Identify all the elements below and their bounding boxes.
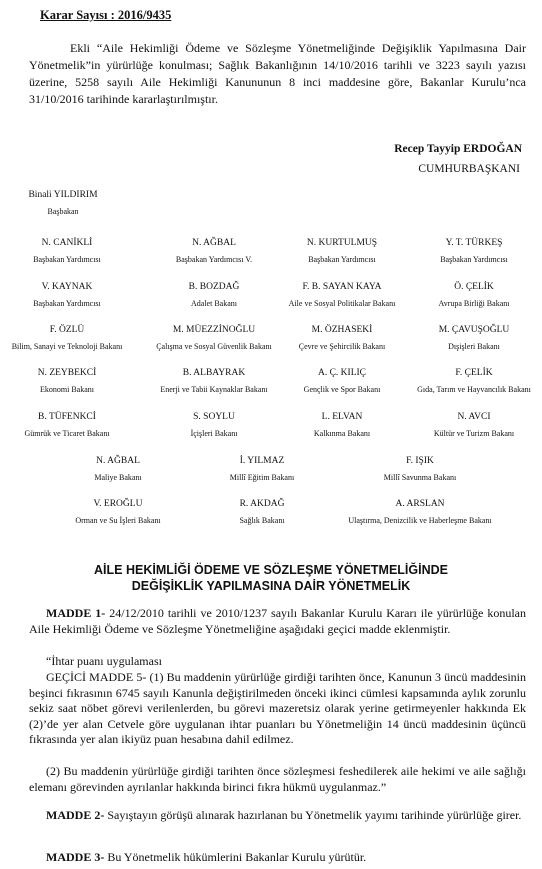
minister-block: [399, 281, 542, 310]
minister-block: [399, 237, 542, 266]
minister-title: Maliye Bakanı: [94, 473, 142, 482]
minister-title: İçişleri Bakanı: [190, 429, 238, 438]
president-title: CUMHURBAŞKANI: [418, 163, 520, 175]
minister-title: Ulaştırma, Denizcilik ve Haberleşme Bakanı: [348, 516, 492, 525]
minister-name: M. MÜEZZİNOĞLU: [172, 325, 256, 335]
minister-name: F. B. SAYAN KAYA: [302, 282, 382, 292]
article-2: [29, 808, 526, 824]
article-1: [29, 606, 526, 637]
minister-title: Adalet Bakanı: [191, 299, 237, 308]
minister-title: Sağlık Bakanı: [239, 516, 285, 525]
provisional-article-5-para-2: (2) Bu maddenin yürürlüğe girdiği tarihten önce sözleşmesi feshedilerek aile hekimi ve aile sağlığı elemanı görevinden ayrılanlar hakkında birinci fıkra hükmü uygulanmaz.”: [29, 764, 526, 794]
minister-title: Avrupa Birliği Bakanı: [438, 299, 510, 308]
minister-block: [0, 411, 142, 440]
minister-block: [267, 324, 417, 353]
article-2-text: Sayıştayın görüşü alınarak hazırlanan bu Yönetmelik yayımı tarihinde yürürlüğe girer.: [104, 808, 522, 822]
minister-block: [187, 455, 337, 484]
minister-name: B. BOZDAĞ: [188, 282, 240, 292]
minister-title: Başbakan Yardımcısı: [308, 255, 376, 264]
minister-name: Ö. ÇELİK: [454, 282, 494, 292]
minister-block: [399, 411, 542, 440]
minister-title: Başbakan Yardımcısı: [33, 299, 101, 308]
minister-title: Orman ve Su İşleri Bakanı: [75, 516, 161, 525]
provisional-article-5-para-1: GEÇİCİ MADDE 5- (1) Bu maddenin yürürlüğe girdiği tarihten önce, Kanunun 3 üncü maddesinin beşinci fıkrasının 6745 sayılı Kanunla değiştirilmeden önceki ikinci cümlesi kapsamında aylık zorunlu sekiz saat nöbet görevi verilenlerden, bu görevi mazeretsiz olarak yerine getirmeyenler hakkında Ek (2)’de yer alan Cetvele göre uygulanan ihtar puanları bu Yönetmeliğin 14 üncü maddesinin üçüncü fıkrasında yer alan ikiyüz puan hesabına dahil edilmez.: [29, 670, 526, 746]
minister-name: S. SOYLU: [193, 412, 235, 422]
minister-block: [267, 237, 417, 266]
minister-block: [267, 367, 417, 396]
minister-title: Gençlik ve Spor Bakanı: [303, 385, 381, 394]
minister-name: L. ELVAN: [321, 412, 363, 422]
president-name: Recep Tayyip ERDOĞAN: [394, 143, 522, 155]
minister-name: V. KAYNAK: [41, 282, 93, 292]
minister-name: M. ÖZHASEKİ: [311, 325, 373, 335]
minister-name: İ. YILMAZ: [239, 456, 285, 466]
minister-name: N. AĞBAL: [192, 238, 236, 248]
minister-block: [267, 281, 417, 310]
minister-block: [0, 324, 142, 353]
minister-title: Bilim, Sanayi ve Teknoloji Bakanı: [11, 342, 123, 351]
minister-name: B. ALBAYRAK: [182, 368, 246, 378]
decision-number: Karar Sayısı : 2016/9435: [40, 8, 172, 22]
article-1-text: 24/12/2010 tarihli ve 2010/1237 sayılı Bakanlar Kurulu Kararı ile yürürlüğe konulan Aile Hekimliği Ödeme ve Sözleşme Yönetmeliğine aşağıdaki geçici madde eklenmiştir.: [29, 606, 526, 636]
minister-title: Millî Savunma Bakanı: [383, 473, 457, 482]
article-3: [29, 850, 526, 866]
minister-name: N. AVCI: [457, 412, 491, 422]
minister-block: [43, 498, 193, 527]
minister-block: [0, 189, 138, 218]
minister-name: A. Ç. KILIÇ: [317, 368, 367, 378]
minister-title: Millî Eğitim Bakanı: [229, 473, 295, 482]
decision-intro: Ekli “Aile Hekimliği Ödeme ve Sözleşme Yönetmeliğinde Değişiklik Yapılmasına Dair Yönetmelik”in yürürlüğe konulması; Sağlık Bakanlığının 14/10/2016 tarihli ve 3223 sayılı yazısı üzerine, 5258 sayılı Aile Hekimliği Kanununun 8 inci maddesine göre, Bakanlar Kurulu’nca 31/10/2016 tarihinde kararlaştırılmıştır.: [29, 41, 526, 106]
minister-block: [399, 367, 542, 396]
minister-title: Enerji ve Tabii Kaynaklar Bakanı: [160, 385, 268, 394]
minister-title: Başbakan Yardımcısı: [33, 255, 101, 264]
minister-title: Aile ve Sosyal Politikalar Bakanı: [288, 299, 396, 308]
minister-name: B. TÜFENKCİ: [38, 412, 96, 422]
minister-block: [187, 498, 337, 527]
minister-title: Ekonomi Bakanı: [40, 385, 94, 394]
minister-title: Gıda, Tarım ve Hayvancılık Bakanı: [417, 385, 531, 394]
article-1-label: MADDE 1-: [46, 606, 106, 620]
minister-block: [43, 455, 193, 484]
provisional-article-heading: “İhtar puanı uygulaması: [46, 654, 162, 668]
minister-block: [0, 281, 142, 310]
minister-title: Kültür ve Turizm Bakanı: [433, 429, 515, 438]
minister-title: Gümrük ve Ticaret Bakanı: [24, 429, 110, 438]
minister-name: A. ARSLAN: [395, 499, 445, 509]
minister-name: N. CANİKLİ: [41, 238, 93, 248]
minister-block: [0, 237, 142, 266]
minister-title: Başbakan Yardımcısı: [440, 255, 508, 264]
minister-block: [267, 411, 417, 440]
article-3-text: Bu Yönetmelik hükümlerini Bakanlar Kurulu yürütür.: [104, 850, 367, 864]
minister-name: M. ÇAVUŞOĞLU: [438, 325, 510, 335]
minister-name: N. AĞBAL: [96, 456, 140, 466]
minister-title: Kalkınma Bakanı: [313, 429, 371, 438]
minister-block: [0, 367, 142, 396]
article-2-label: MADDE 2-: [46, 808, 105, 822]
minister-name: R. AKDAĞ: [239, 499, 285, 509]
minister-title: Çevre ve Şehircilik Bakanı: [298, 342, 386, 351]
minister-name: N. ZEYBEKCİ: [37, 368, 97, 378]
regulation-title: AİLE HEKİMLİĞİ ÖDEME VE SÖZLEŞME YÖNETMELİĞİNDE DEĞİŞİKLİK YAPILMASINA DAİR YÖNETMELİK: [94, 563, 448, 593]
minister-title: Başbakan Yardımcısı V.: [175, 255, 253, 264]
minister-name: N. KURTULMUŞ: [306, 238, 378, 248]
minister-name: F. ÖZLÜ: [49, 325, 85, 335]
minister-title: Çalışma ve Sosyal Güvenlik Bakanı: [156, 342, 272, 351]
minister-title: Başbakan: [47, 207, 79, 216]
minister-name: Y. T. TÜRKEŞ: [445, 238, 503, 248]
article-3-label: MADDE 3-: [46, 850, 105, 864]
minister-title: Dışişleri Bakanı: [448, 342, 500, 351]
minister-name: F. IŞIK: [406, 456, 434, 466]
minister-block: [345, 498, 495, 527]
minister-name: Binali YILDIRIM: [28, 190, 98, 200]
minister-name: V. EROĞLU: [93, 499, 143, 509]
minister-name: F. ÇELİK: [455, 368, 493, 378]
minister-block: [345, 455, 495, 484]
minister-block: [399, 324, 542, 353]
